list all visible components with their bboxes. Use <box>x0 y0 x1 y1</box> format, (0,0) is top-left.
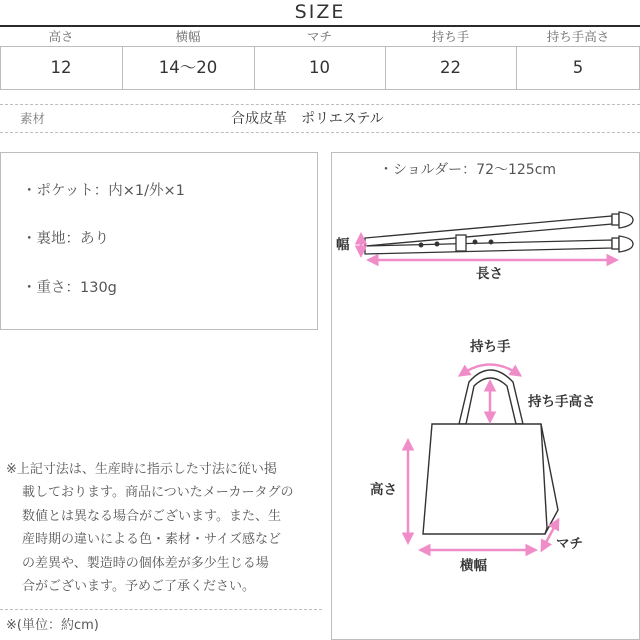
header-height: 高さ <box>48 29 74 44</box>
shoulder-length-text: ・ショルダー：72〜125cm <box>379 162 557 178</box>
value-width: 14〜20 <box>158 58 218 77</box>
value-depth: 10 <box>309 58 330 77</box>
value-handle: 22 <box>440 58 461 77</box>
strap-length-label: 長さ <box>476 266 503 282</box>
material-label: 素材 <box>20 111 46 126</box>
note-line: 合がございます。予めご了承ください。 <box>22 579 255 595</box>
bag-body <box>423 424 558 534</box>
handle-label: 持ち手 <box>470 339 511 355</box>
header-handle: 持ち手 <box>431 29 470 44</box>
clasp-icon <box>612 212 633 252</box>
header-width: 横幅 <box>175 29 201 44</box>
unit-note: ※(単位：約cm) <box>6 618 99 633</box>
detail-weight: ・重さ：130g <box>22 280 117 296</box>
detail-pocket: ・ポケット：内×1/外×1 <box>22 183 185 199</box>
material-value: 合成皮革 ポリエステル <box>231 111 384 127</box>
shoulder-strap <box>365 216 612 254</box>
header-depth: マチ <box>306 29 332 44</box>
width-label: 横幅 <box>460 558 487 574</box>
note-line: 載しております。商品についたメーカータグの <box>22 485 294 501</box>
strap-width-label: 幅 <box>336 237 350 253</box>
note-line: ※上記寸法は、生産時に指示した寸法に従い掲 <box>6 462 277 477</box>
page-title: SIZE <box>294 1 346 23</box>
detail-lining: ・裏地：あり <box>22 231 109 247</box>
note-line: の差異や、製造時の個体差が多少生じる場 <box>22 555 269 571</box>
note-line: 数値とは異なる場合がございます。また、生 <box>22 508 281 524</box>
depth-label: マチ <box>556 536 583 552</box>
value-handle-height: 5 <box>572 58 584 77</box>
height-label: 高さ <box>370 482 397 498</box>
handle-height-label: 持ち手高さ <box>528 394 596 410</box>
header-handle-height: 持ち手高さ <box>546 29 610 44</box>
value-height: 12 <box>50 58 72 77</box>
note-line: 産時期の違いによる色・素材・サイズ感など <box>22 532 281 548</box>
